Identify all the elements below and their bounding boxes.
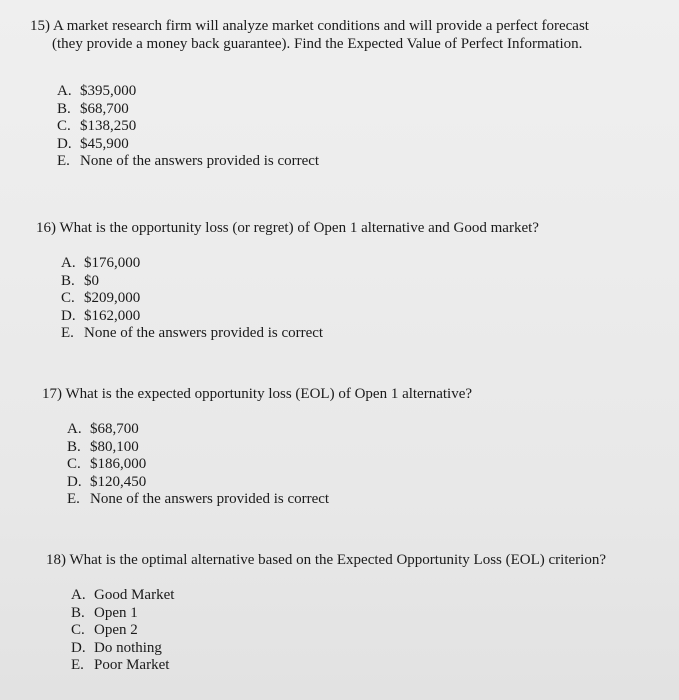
option-text: $68,700 bbox=[80, 100, 129, 117]
option-text: $162,000 bbox=[84, 307, 141, 324]
question-17-options bbox=[67, 421, 472, 509]
question-number: 16) bbox=[36, 220, 56, 236]
option-b[interactable] bbox=[71, 605, 606, 623]
option-letter: E. bbox=[71, 657, 84, 673]
option-d[interactable] bbox=[57, 136, 589, 154]
option-text: $68,700 bbox=[90, 421, 139, 437]
option-e[interactable] bbox=[57, 153, 589, 171]
option-letter: C. bbox=[57, 118, 71, 134]
option-letter: A. bbox=[71, 587, 86, 603]
option-text: None of the answers provided is correct bbox=[80, 153, 320, 169]
option-d[interactable] bbox=[71, 640, 606, 658]
option-letter: D. bbox=[61, 307, 76, 324]
option-d[interactable] bbox=[67, 474, 472, 492]
option-letter: A. bbox=[67, 421, 82, 437]
question-18-options bbox=[71, 587, 606, 675]
option-text: None of the answers provided is correct bbox=[84, 325, 324, 341]
option-letter: E. bbox=[61, 325, 74, 341]
option-letter: D. bbox=[67, 473, 82, 490]
option-a[interactable] bbox=[57, 83, 589, 101]
option-e[interactable] bbox=[67, 491, 472, 509]
option-c[interactable] bbox=[67, 456, 472, 474]
question-16 bbox=[36, 219, 539, 343]
question-16-options bbox=[61, 255, 539, 343]
option-letter: A. bbox=[57, 83, 72, 99]
option-b[interactable] bbox=[67, 439, 472, 457]
option-text: $45,900 bbox=[80, 135, 129, 152]
option-text: $395,000 bbox=[80, 83, 137, 99]
option-letter: E. bbox=[67, 491, 80, 507]
option-text: Poor Market bbox=[94, 657, 170, 673]
option-text: $138,250 bbox=[80, 118, 137, 134]
option-letter: C. bbox=[61, 290, 75, 306]
question-15-options bbox=[57, 83, 589, 171]
option-letter: B. bbox=[61, 272, 75, 289]
option-b[interactable] bbox=[61, 273, 539, 291]
option-c[interactable] bbox=[57, 118, 589, 136]
option-a[interactable] bbox=[67, 421, 472, 439]
option-letter: E. bbox=[57, 153, 70, 169]
option-a[interactable] bbox=[61, 255, 539, 273]
option-d[interactable] bbox=[61, 308, 539, 326]
option-letter: D. bbox=[57, 135, 72, 152]
question-18-line-1: What is the optimal alternative based on the Expected Opportunity Loss (EOL) criterion? bbox=[69, 552, 606, 568]
option-text: $120,450 bbox=[90, 473, 147, 490]
option-c[interactable] bbox=[61, 290, 539, 308]
option-text: None of the answers provided is correct bbox=[90, 491, 330, 507]
option-letter: B. bbox=[71, 604, 85, 621]
option-b[interactable] bbox=[57, 101, 589, 119]
question-17-text bbox=[42, 385, 472, 403]
option-letter: C. bbox=[67, 456, 81, 472]
option-text: Open 1 bbox=[94, 604, 138, 621]
question-17-line-1: What is the expected opportunity loss (EOL) of Open 1 alternative? bbox=[65, 386, 473, 402]
question-number: 15) bbox=[30, 18, 50, 34]
option-text: $186,000 bbox=[90, 456, 147, 472]
question-15 bbox=[30, 17, 589, 171]
question-15-text bbox=[30, 17, 589, 53]
option-letter: B. bbox=[67, 438, 81, 455]
option-letter: C. bbox=[71, 622, 85, 638]
question-16-text bbox=[36, 219, 539, 237]
option-a[interactable] bbox=[71, 587, 606, 605]
question-17 bbox=[42, 385, 472, 509]
question-15-line-2: (they provide a money back guarantee). Find the Expected Value of Perfect Information. bbox=[52, 36, 583, 52]
option-letter: D. bbox=[71, 639, 86, 656]
question-number: 18) bbox=[46, 552, 66, 568]
option-letter: B. bbox=[57, 100, 71, 117]
question-16-line-1: What is the opportunity loss (or regret) of Open 1 alternative and Good market? bbox=[59, 220, 539, 236]
option-text: Good Market bbox=[94, 587, 175, 603]
question-18 bbox=[46, 551, 606, 675]
question-18-text bbox=[46, 551, 606, 569]
option-text: Do nothing bbox=[94, 639, 162, 656]
option-text: $209,000 bbox=[84, 290, 141, 306]
option-e[interactable] bbox=[71, 657, 606, 675]
option-text: $176,000 bbox=[84, 255, 141, 271]
option-text: $80,100 bbox=[90, 438, 139, 455]
option-text: $0 bbox=[84, 272, 99, 289]
option-text: Open 2 bbox=[94, 622, 138, 638]
question-number: 17) bbox=[42, 386, 62, 402]
option-letter: A. bbox=[61, 255, 76, 271]
option-c[interactable] bbox=[71, 622, 606, 640]
option-e[interactable] bbox=[61, 325, 539, 343]
question-15-line-1: A market research firm will analyze market conditions and will provide a perfect forecast bbox=[52, 18, 589, 34]
